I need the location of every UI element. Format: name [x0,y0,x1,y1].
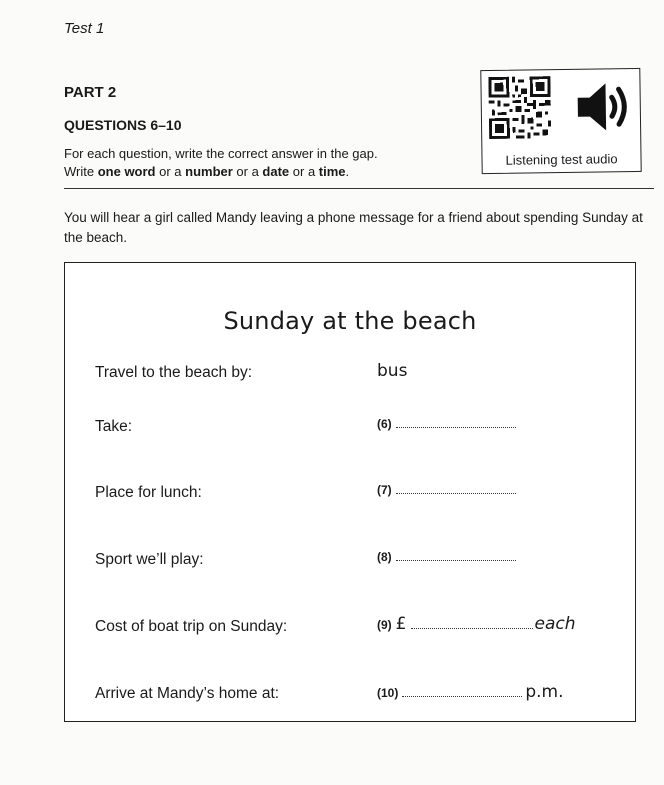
row-label-lunch: Place for lunch: [95,484,202,501]
suffix-pm: p.m. [525,682,564,702]
questions-range: QUESTIONS 6–10 [64,117,182,133]
audio-card[interactable] [480,68,641,174]
question-number: (10) [377,686,399,700]
answer-gap-9[interactable] [411,618,533,629]
row-label-cost: Cost of boat trip on Sunday: [95,618,288,635]
instructions [64,145,378,181]
part-title: PART 2 [64,84,117,101]
notes-form [64,262,636,722]
qr-code-icon[interactable] [488,76,551,139]
instruction-line-2: Write one word or a number or a date or a time. [64,164,350,179]
intro-text: You will hear a girl called Mandy leaving a phone message for a friend about spending Sunday at the beach. [64,210,643,245]
answer-travel: bus [377,361,408,381]
question-number: (9) [377,618,392,632]
question-7 [377,482,516,498]
audio-label: Listening test audio [505,151,618,168]
question-number: (6) [377,417,392,431]
answer-gap-8[interactable] [396,550,516,561]
answer-gap-10[interactable] [402,686,522,697]
row-label-take: Take: [95,418,133,435]
question-10 [377,682,564,702]
answer-gap-7[interactable] [396,483,516,494]
test-label: Test 1 [64,20,105,37]
currency-symbol: £ [395,614,407,634]
row-label-sport: Sport we’ll play: [95,551,204,568]
speaker-icon[interactable] [573,79,634,135]
question-number: (8) [377,550,392,564]
question-9 [377,614,576,634]
divider [64,188,654,189]
row-label-travel: Travel to the beach by: [95,364,253,381]
question-8 [377,549,516,565]
form-title: Sunday at the beach [223,307,477,335]
suffix-each: each [534,614,576,634]
question-number: (7) [377,483,392,497]
answer-gap-6[interactable] [396,417,516,428]
row-label-arrive: Arrive at Mandy’s home at: [95,685,280,702]
instruction-line-1: For each question, write the correct answer in the gap. [64,146,378,161]
question-6 [377,416,516,432]
